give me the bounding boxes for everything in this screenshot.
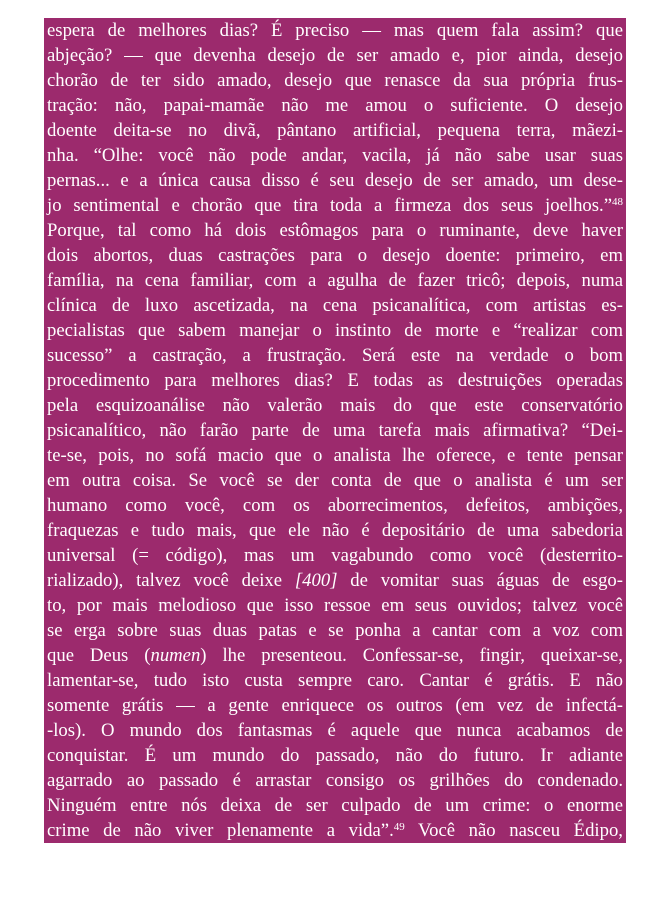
- text-line: tração: não, papai-mamãe não me amou o suficiente. O desejo: [44, 93, 626, 118]
- text-line: nha. “Olhe: você não pode andar, vacila, já não sabe usar suas: [44, 143, 626, 168]
- text-line: humano como você, com os aborrecimentos, defeitos, ambições,: [44, 493, 626, 518]
- text-line: família, na cena familiar, com a agulha de fazer tricô; depois, numa: [44, 268, 626, 293]
- text-line: chorão de ter sido amado, desejo que renasce da sua própria frus-: [44, 68, 626, 93]
- text-fragment: que Deus (: [47, 645, 151, 666]
- text-line: abjeção? — que devenha desejo de ser amado e, pior ainda, desejo: [44, 43, 626, 68]
- text-line: espera de melhores dias? É preciso — mas quem fala assim? que: [44, 18, 626, 43]
- text-line: dois abortos, duas castrações para o desejo doente: primeiro, em: [44, 243, 626, 268]
- text-line: universal (= código), mas um vagabundo como você (desterrito-: [44, 543, 626, 568]
- text-line: pela esquizoanálise não valerão mais do que este conservatório: [44, 393, 626, 418]
- text-fragment: ) lhe presenteou. Confessar-se, fingir, queixar-se,: [200, 645, 623, 666]
- text-fragment: crime de não viver plenamente a vida”.: [47, 820, 394, 841]
- text-line: conquistar. É um mundo do passado, não do futuro. Ir adiante: [44, 743, 626, 768]
- text-line: agarrado ao passado é arrastar consigo os grilhões do condenado.: [44, 768, 626, 793]
- text-line: doente deita-se no divã, pântano artificial, pequena terra, mãezi-: [44, 118, 626, 143]
- text-line: -los). O mundo dos fantasmas é aquele que nunca acabamos de: [44, 718, 626, 743]
- text-line: se erga sobre suas duas patas e se ponha a cantar com a voz com: [44, 618, 626, 643]
- text-line: em outra coisa. Se você se der conta de que o analista é um ser: [44, 468, 626, 493]
- footnote-marker[interactable]: 48: [612, 196, 623, 208]
- text-line: psicanalítico, não farão parte de uma tarefa mais afirmativa? “Dei-: [44, 418, 626, 443]
- footnote-marker[interactable]: 49: [393, 821, 405, 833]
- paragraph-text: [44, 18, 626, 843]
- text-line: sucesso” a castração, a frustração. Será este na verdade o bom: [44, 343, 626, 368]
- text-line: lamentar-se, tudo isto custa sempre caro. Cantar é grátis. E não: [44, 668, 626, 693]
- text-line: pernas... e a única causa disso é seu desejo de ser amado, um dese-: [44, 168, 626, 193]
- text-fragment: Você não nasceu Édipo,: [404, 820, 623, 841]
- text-line: to, por mais melodioso que isso ressoe em seus ouvidos; talvez você: [44, 593, 626, 618]
- text-line: procedimento para melhores dias? E todas as destruições operadas: [44, 368, 626, 393]
- italic-term: numen: [150, 645, 201, 666]
- text-fragment: de vomitar suas águas de esgo-: [337, 570, 623, 591]
- text-line: te-se, pois, no sofá macio que o analista lhe oferece, e tente pensar: [44, 443, 626, 468]
- page-reference: [400]: [294, 570, 338, 591]
- text-line: somente grátis — a gente enriquece os outros (em vez de infectá-: [44, 693, 626, 718]
- text-line: Porque, tal como há dois estômagos para o ruminante, deve haver: [44, 218, 626, 243]
- text-fragment: rializado), talvez você deixe: [47, 570, 295, 591]
- text-fragment: jo sentimental e chorão que tira toda a firmeza dos seus joelhos.”: [47, 195, 612, 216]
- text-line: [44, 193, 626, 218]
- text-line: [44, 818, 626, 843]
- text-line: pecialistas que sabem manejar o instinto de morte e “realizar com: [44, 318, 626, 343]
- text-line: [44, 643, 626, 668]
- text-line: Ninguém entre nós deixa de ser culpado de um crime: o enorme: [44, 793, 626, 818]
- text-line: [44, 568, 626, 593]
- text-line: fraquezas e tudo mais, que ele não é depositário de uma sabedoria: [44, 518, 626, 543]
- text-line: clínica de luxo ascetizada, na cena psicanalítica, com artistas es-: [44, 293, 626, 318]
